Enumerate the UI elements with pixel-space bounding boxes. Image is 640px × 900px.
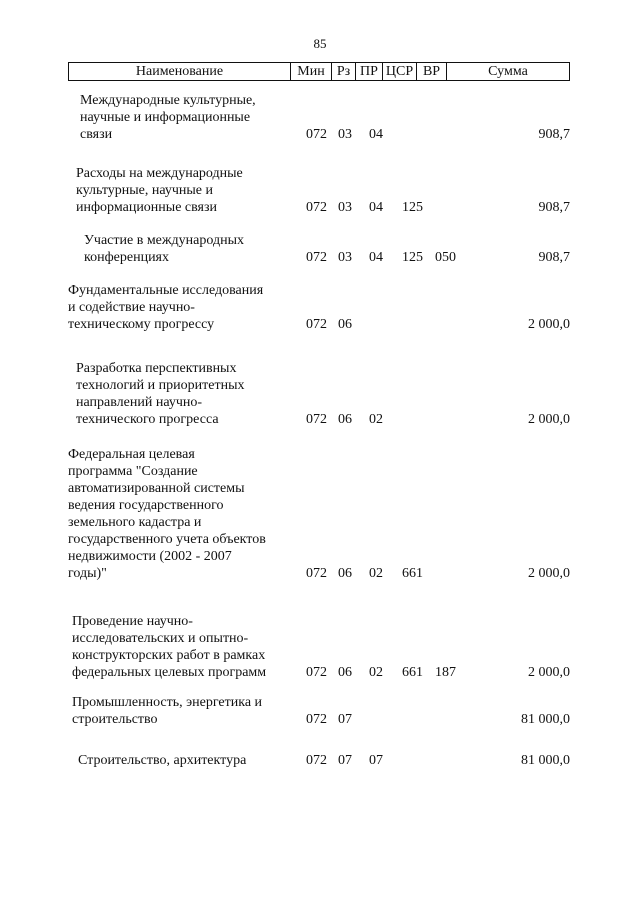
row-sum: 81 000,0	[521, 753, 570, 768]
row-name: Строительство, архитектура	[78, 753, 247, 768]
row-min: 072	[306, 665, 327, 680]
row-min: 072	[306, 712, 327, 727]
row-pr: 07	[369, 753, 383, 768]
row-rz: 06	[338, 412, 352, 427]
row-csr: 125	[402, 250, 423, 265]
row-sum: 2 000,0	[528, 566, 570, 581]
row-rz: 06	[338, 317, 352, 332]
row-min: 072	[306, 250, 327, 265]
table-row	[0, 232, 640, 266]
table-row	[0, 92, 640, 143]
table-row	[0, 446, 640, 582]
row-rz: 03	[338, 127, 352, 142]
row-vr: 187	[435, 665, 456, 680]
row-min: 072	[306, 200, 327, 215]
row-pr: 02	[369, 665, 383, 680]
header-csr: ЦСР	[383, 63, 417, 80]
row-rz: 07	[338, 753, 352, 768]
row-rz: 03	[338, 200, 352, 215]
row-pr: 02	[369, 566, 383, 581]
row-sum: 2 000,0	[528, 665, 570, 680]
row-name: Разработка перспективных технологий и приоритетных направлений научно- технического прогресса	[76, 361, 245, 427]
row-min: 072	[306, 412, 327, 427]
row-sum: 908,7	[538, 127, 570, 142]
header-sum: Сумма	[488, 64, 528, 79]
row-sum: 908,7	[538, 200, 570, 215]
row-min: 072	[306, 317, 327, 332]
row-vr: 050	[435, 250, 456, 265]
row-sum: 2 000,0	[528, 412, 570, 427]
header-name: Наименование	[69, 63, 291, 80]
row-sum: 908,7	[538, 250, 570, 265]
row-csr: 125	[402, 200, 423, 215]
table-row	[0, 613, 640, 681]
row-name: Фундаментальные исследования и содействие научно- техническому прогрессу	[68, 283, 264, 332]
row-name: Проведение научно- исследовательских и опытно- конструкторских работ в рамках федеральных целевых программ	[72, 614, 267, 680]
header-min: Мин	[291, 63, 332, 80]
table-row	[0, 165, 640, 216]
row-csr: 661	[402, 665, 423, 680]
table-row	[0, 694, 640, 728]
page-number: 85	[313, 36, 327, 51]
table-row	[0, 752, 640, 769]
table-row	[0, 360, 640, 428]
table-row	[0, 282, 640, 333]
row-sum: 2 000,0	[528, 317, 570, 332]
row-sum: 81 000,0	[521, 712, 570, 727]
row-name: Участие в международных конференциях	[84, 233, 245, 265]
row-pr: 02	[369, 412, 383, 427]
row-min: 072	[306, 753, 327, 768]
row-pr: 04	[369, 200, 383, 215]
table-header	[68, 62, 570, 81]
row-min: 072	[306, 566, 327, 581]
header-pr: ПР	[356, 63, 383, 80]
row-rz: 03	[338, 250, 352, 265]
row-pr: 04	[369, 250, 383, 265]
row-min: 072	[306, 127, 327, 142]
row-rz: 06	[338, 665, 352, 680]
row-rz: 07	[338, 712, 352, 727]
row-rz: 06	[338, 566, 352, 581]
header-vr: ВР	[417, 63, 447, 80]
row-name: Федеральная целевая программа "Создание автоматизированной системы ведения государственного земельного кадастра и государственного учета объектов недвижимости (2002 - 2007 годы)"	[68, 447, 266, 581]
row-name: Промышленность, энергетика и строительство	[72, 695, 263, 727]
header-rz: Рз	[332, 63, 356, 80]
row-name: Расходы на международные культурные, научные и информационные связи	[76, 166, 243, 215]
row-pr: 04	[369, 127, 383, 142]
row-csr: 661	[402, 566, 423, 581]
row-name: Международные культурные, научные и информационные связи	[80, 93, 256, 142]
